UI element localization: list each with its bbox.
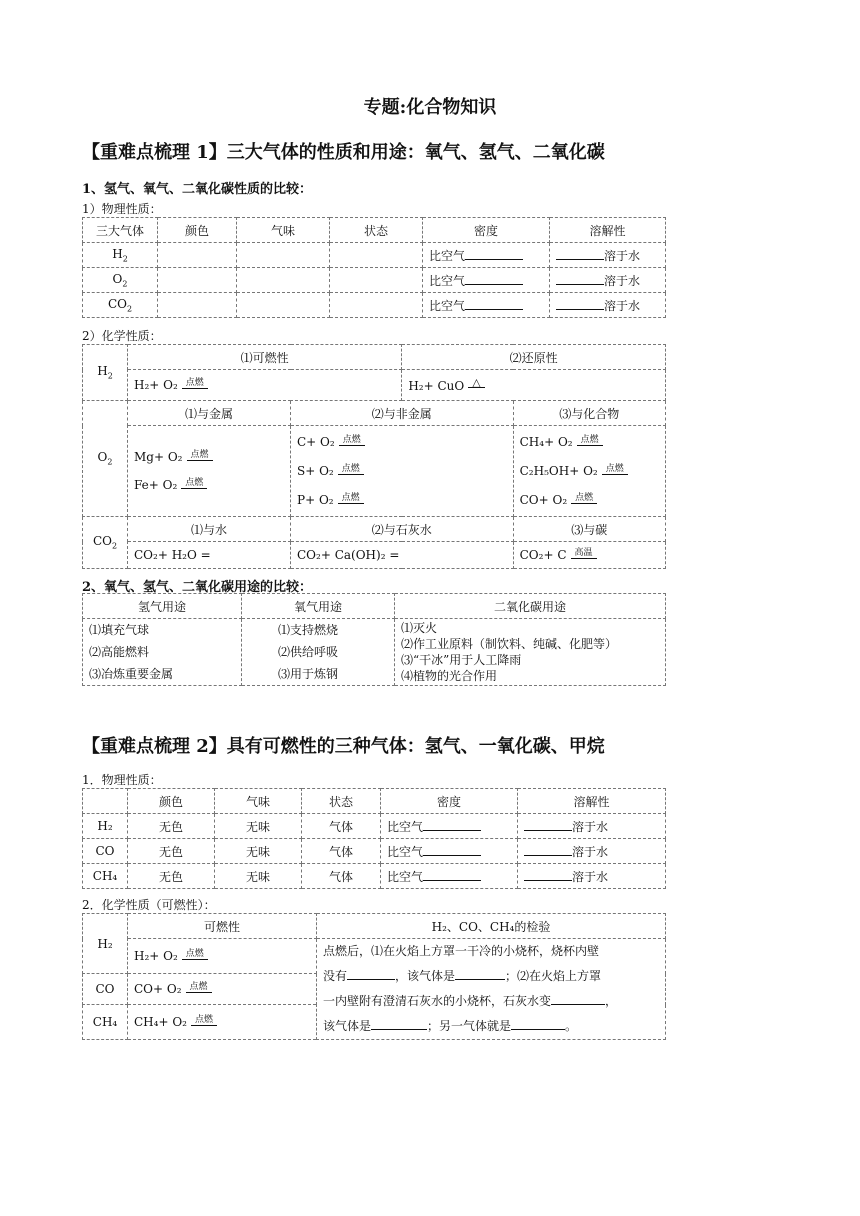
header-cell: 溶解性 [550, 218, 666, 243]
header-cell: ⑶与化合物 [513, 401, 665, 426]
equation-cell: CH₄+ O₂ 点燃 [128, 1005, 317, 1040]
header-cell: 颜色 [128, 789, 215, 814]
header-cell: 密度 [381, 789, 518, 814]
equation-cell: CO₂+ C 高温 [513, 542, 665, 569]
header-cell: 氧气用途 [242, 594, 395, 619]
equation-cell: CO₂+ H₂O = [128, 542, 291, 569]
gas-cell: CH₄ [83, 1005, 128, 1040]
equation-cell: CO+ O₂ 点燃 [128, 974, 317, 1005]
gas-cell: $O_2$ [83, 268, 158, 293]
gas-cell: $H_2$ [83, 243, 158, 268]
equation-cell: H₂+ O₂ 点燃 [128, 370, 402, 401]
table-row: CH₄ 无色 无味 气体 比空气 溶于水 [83, 864, 666, 889]
section1-subheading: 1、氢气、氧气、二氧化碳性质的比较： [82, 182, 313, 197]
chemical-label: 2）化学性质： [82, 329, 162, 343]
header-cell: ⑴与金属 [128, 401, 291, 426]
header-cell: 状态 [330, 218, 423, 243]
density-cell: 比空气 [423, 293, 550, 318]
header-cell: 溶解性 [518, 789, 666, 814]
header-cell: ⑵还原性 [402, 345, 666, 370]
gas-cell: $O_2$ [83, 401, 128, 517]
header-cell: H₂、CO、CH₄的检验 [317, 914, 666, 939]
equation-cell: H₂+ CuO △ [402, 370, 666, 401]
header-cell: ⑴可燃性 [128, 345, 402, 370]
co2-uses-cell: ⑴灭火 ⑵作工业原料（制饮料、纯碱、化肥等） ⑶“干冰”用于人工降雨 ⑷植物的光合作用 [395, 619, 666, 686]
header-cell: ⑵与非金属 [291, 401, 514, 426]
density-cell: 比空气 [423, 268, 550, 293]
gas-cell: $H_2$ [83, 345, 128, 401]
density-cell: 比空气 [423, 243, 550, 268]
section1-heading: 【重难点梳理 1】三大气体的性质和用途：氧气、氢气、二氧化碳 [82, 142, 605, 163]
uses-table [82, 593, 666, 686]
header-cell: ⑶与碳 [513, 517, 665, 542]
combustible-physical-table [82, 788, 666, 889]
gas-cell: $CO_2$ [83, 517, 128, 569]
table-row: CO 无色 无味 气体 比空气 溶于水 [83, 839, 666, 864]
solubility-cell: 溶于水 [550, 243, 666, 268]
uses-heading: 2、氧气、氢气、二氧化碳用途的比较： [82, 580, 313, 595]
header-cell: 可燃性 [128, 914, 317, 939]
physical-label: 1）物理性质： [82, 202, 162, 216]
equation-cell: CH₄+ O₂ 点燃 C₂H₅OH+ O₂ 点燃 CO+ O₂ 点燃 [513, 426, 665, 517]
gas-cell: CO [83, 974, 128, 1005]
header-cell: 密度 [423, 218, 550, 243]
combustion-table [82, 913, 666, 1040]
header-cell: 颜色 [158, 218, 237, 243]
equation-cell: C+ O₂ 点燃 S+ O₂ 点燃 P+ O₂ 点燃 [291, 426, 514, 517]
physical-properties-table [82, 217, 666, 318]
page-title: 专题:化合物知识 [363, 97, 497, 118]
chemical-label-2: 2．化学性质（可燃性）： [82, 898, 216, 912]
solubility-cell: 溶于水 [550, 293, 666, 318]
test-description: 点燃后，⑴在火焰上方罩一干冷的小烧杯，烧杯内壁 没有 ，该气体是 ；⑵在火焰上方罩 一内壁附有澄清石灰水的小烧杯，石灰水变 ， 该气体是 ；另一气体就是 。 [317, 939, 666, 1040]
header-cell: 气味 [215, 789, 302, 814]
header-cell [83, 789, 128, 814]
physical-label-2: 1．物理性质： [82, 773, 162, 787]
equation-cell: Mg+ O₂ 点燃 Fe+ O₂ 点燃 [128, 426, 291, 517]
header-cell: ⑵与石灰水 [291, 517, 514, 542]
o2-uses-cell: ⑴支持燃烧 ⑵供给呼吸 ⑶用于炼钢 [242, 619, 395, 686]
header-cell: 氢气用途 [83, 594, 242, 619]
equation-cell: CO₂+ Ca(OH)₂ = [291, 542, 514, 569]
gas-cell: $CO_2$ [83, 293, 158, 318]
header-cell: 气味 [237, 218, 330, 243]
header-cell: ⑴与水 [128, 517, 291, 542]
section2-heading: 【重难点梳理 2】具有可燃性的三种气体：氢气、一氧化碳、甲烷 [82, 736, 605, 757]
h2-uses-cell: ⑴填充气球 ⑵高能燃料 ⑶冶炼重要金属 [83, 619, 242, 686]
equation-cell: H₂+ O₂ 点燃 [128, 939, 317, 974]
chemical-properties-table [82, 344, 666, 569]
header-cell: 状态 [302, 789, 381, 814]
header-cell: 二氧化碳用途 [395, 594, 666, 619]
solubility-cell: 溶于水 [550, 268, 666, 293]
header-cell: 三大气体 [83, 218, 158, 243]
table-row: H₂ 无色 无味 气体 比空气 溶于水 [83, 814, 666, 839]
gas-cell: H₂ [83, 914, 128, 974]
